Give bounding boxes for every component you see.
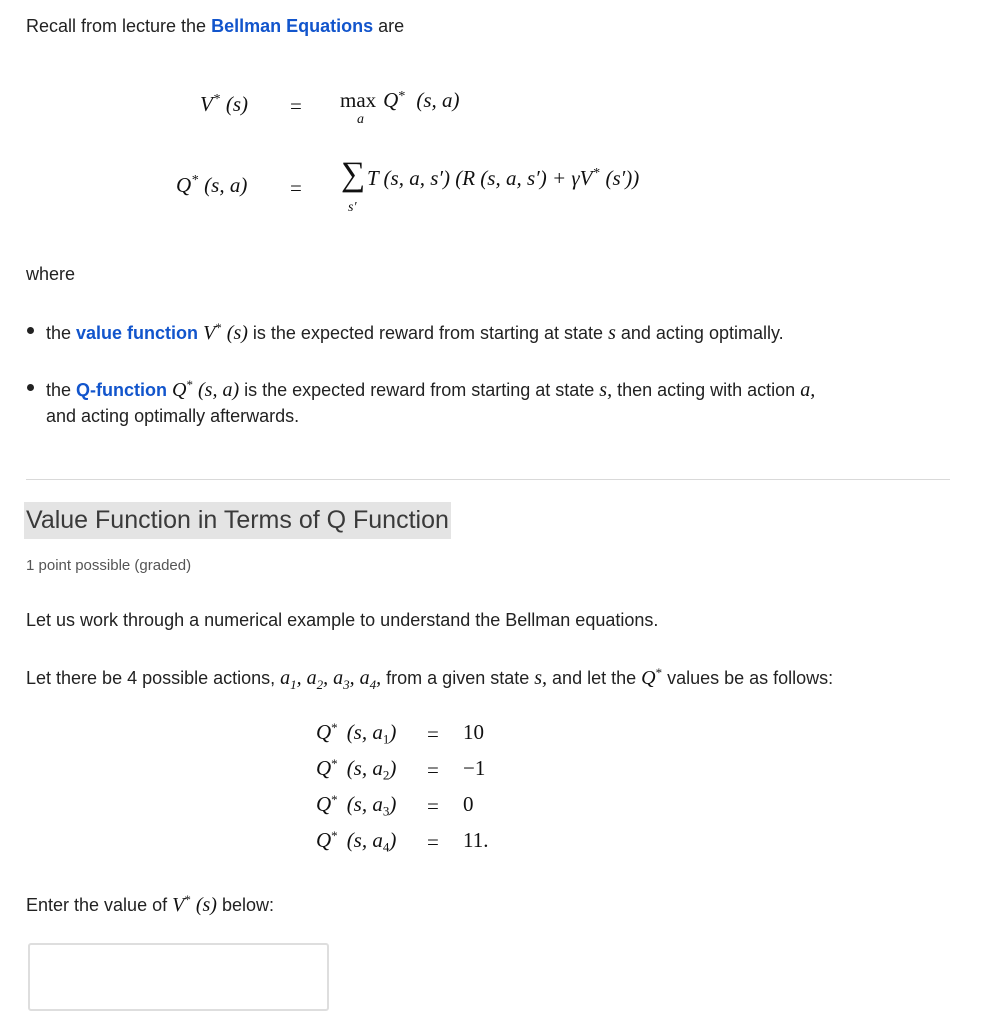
graded-label: 1 point possible (graded) — [26, 557, 192, 574]
q-value-row: Q* (s, $a_1$) = 10 — [316, 720, 484, 747]
eq1-max-subscript: a — [357, 112, 364, 127]
bullet-q-function: the Q-function Q* (s, a) is the expected reward from starting at state s, then acting with action a, — [46, 377, 816, 401]
q-value-2: −1 — [463, 756, 486, 780]
bullet-dot — [27, 384, 34, 391]
eq2-lhs: Q* (s, a) — [176, 173, 248, 197]
eq1-lhs: V* (s) — [200, 92, 248, 116]
answer-input[interactable] — [28, 943, 329, 1011]
problem-title: Value Function in Terms of Q Function — [24, 502, 451, 539]
eq2-sum-subscript: s′ — [348, 200, 357, 215]
answer-prompt: Enter the value of V* (s) below: — [26, 892, 274, 916]
bullet-dot — [27, 327, 34, 334]
q-value-1: 10 — [463, 720, 484, 744]
q-value-3: 0 — [463, 792, 474, 816]
bullet-value-function: the value function V* (s) is the expected reward from starting at state s and acting optimally. — [46, 320, 784, 344]
problem-para1: Let us work through a numerical example to understand the Bellman equations. — [26, 610, 659, 630]
bellman-keyword: Bellman Equations — [211, 16, 374, 36]
eq2-rhs: T (s, a, s′) (R (s, a, s′) + γV* (s′)) — [367, 166, 640, 190]
q-value-4: 11. — [463, 828, 489, 852]
intro-text: Recall from lecture the Bellman Equations are — [26, 16, 405, 36]
bullet-q-function-line2: and acting optimally afterwards. — [46, 406, 300, 426]
section-divider — [26, 479, 950, 480]
q-values-table — [316, 720, 489, 864]
eq1-equals: = — [290, 94, 302, 118]
q-value-row: Q* (s, $a_3$) = 0 — [316, 792, 474, 819]
q-value-row: Q* (s, $a_2$) = −1 — [316, 756, 486, 783]
where-label: where — [26, 264, 76, 284]
value-function-keyword: value function — [76, 323, 199, 343]
q-value-row: Q* (s, $a_4$) = 11. — [316, 828, 489, 855]
problem-para2: Let there be 4 possible actions, $a_1$, $a_2$, $a_3$, $a_4$, from a given state s, and let the Q* values be as follows: — [26, 665, 834, 692]
eq2-equals: = — [290, 176, 302, 200]
eq2-sum-symbol: ∑ — [341, 156, 366, 193]
q-function-keyword: Q-function — [76, 380, 168, 400]
eq1-rhs: max Q* (s, a) — [340, 88, 460, 112]
